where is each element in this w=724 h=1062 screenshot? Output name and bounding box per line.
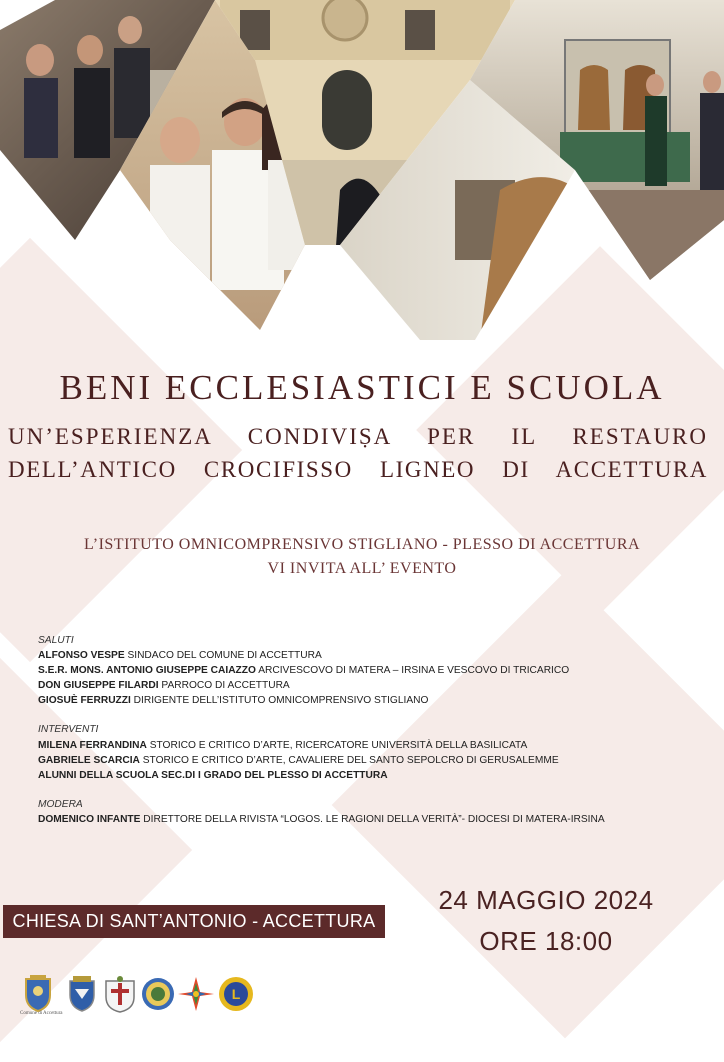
compass-star-icon — [178, 975, 214, 1013]
svg-text:L: L — [231, 986, 241, 1002]
medal-seal-icon — [140, 975, 176, 1013]
saluti-heading: SALUTI — [38, 635, 74, 646]
venue-banner: CHIESA DI SANT’ANTONIO - ACCETTURA — [3, 905, 385, 938]
program — [38, 633, 698, 827]
photo-collage — [0, 0, 724, 340]
modera-heading: MODERA — [38, 798, 83, 810]
event-title: BENI ECCLESIASTICI E SCUOLA — [59, 368, 665, 407]
speaker-row — [38, 648, 698, 663]
speaker-name: S.E.R. MONS. ANTONIO GIUSEPPE CAIAZZO — [38, 665, 256, 677]
speaker-row — [38, 812, 698, 827]
diocese-crest-icon — [102, 975, 138, 1013]
speaker-role: STORICO E CRITICO D’ARTE, RICERCATORE UNIVERSITÀ DELLA BASILICATA — [149, 739, 528, 751]
speaker-name: GIOSUÈ FERRUZZI — [38, 695, 131, 707]
comune-crest-icon — [20, 975, 63, 1016]
speaker-name: MILENA FERRANDINA — [38, 739, 147, 751]
event-date: 24 MAGGIO 2024 — [438, 885, 654, 915]
speaker-row — [38, 663, 698, 678]
speaker-row — [38, 768, 698, 783]
speaker-role: DIRIGENTE DELL’ISTITUTO OMNICOMPRENSIVO STIGLIANO — [133, 695, 429, 707]
event-subtitle-line-2: DELL’ANTICO CROCIFISSO LIGNEO DI ACCETTURA — [8, 457, 708, 482]
speaker-name: DOMENICO INFANTE — [38, 813, 141, 825]
speaker-row — [38, 678, 698, 693]
speaker-name: ALFONSO VESPE — [38, 650, 125, 662]
invite-line-1: L’ISTITUTO OMNICOMPRENSIVO STIGLIANO - PLESSO DI ACCETTURA — [83, 536, 641, 553]
speaker-role: STORICO E CRITICO D’ARTE, CAVALIERE DEL SANTO SEPOLCRO DI GERUSALEMME — [142, 754, 559, 766]
lions-club-icon — [218, 975, 254, 1013]
speaker-role: PARROCO DI ACCETTURA — [161, 680, 290, 692]
speaker-name: DON GIUSEPPE FILARDI — [38, 680, 159, 692]
speaker-name: ALUNNI DELLA SCUOLA SEC.DI I GRADO DEL PLESSO DI ACCETTURA — [38, 769, 388, 781]
crest-icon — [64, 975, 100, 1013]
speaker-role: SINDACO DEL COMUNE DI ACCETTURA — [127, 650, 322, 662]
speaker-name: GABRIELE SCARCIA — [38, 754, 140, 766]
interventi-heading: INTERVENTI — [38, 724, 99, 736]
speaker-role: ARCIVESCOVO DI MATERA – IRSINA E VESCOVO DI TRICARICO — [258, 665, 570, 677]
speaker-row — [38, 738, 698, 753]
comune-caption: Comune di Accettura — [20, 1011, 63, 1016]
event-subtitle-line-1: UN’ESPERIENZA CONDIVIṢA PER IL RESTAURO — [8, 424, 708, 449]
invite-line-2: VI INVITA ALL’ EVENTO — [267, 560, 457, 577]
speaker-role: DIRETTORE DELLA RIVISTA “LOGOS. LE RAGIONI DELLA VERITÀ”- DIOCESI DI MATERA-IRSINA — [143, 813, 605, 825]
speaker-row — [38, 753, 698, 768]
event-time: ORE 18:00 — [479, 926, 613, 956]
speaker-row — [38, 693, 698, 708]
